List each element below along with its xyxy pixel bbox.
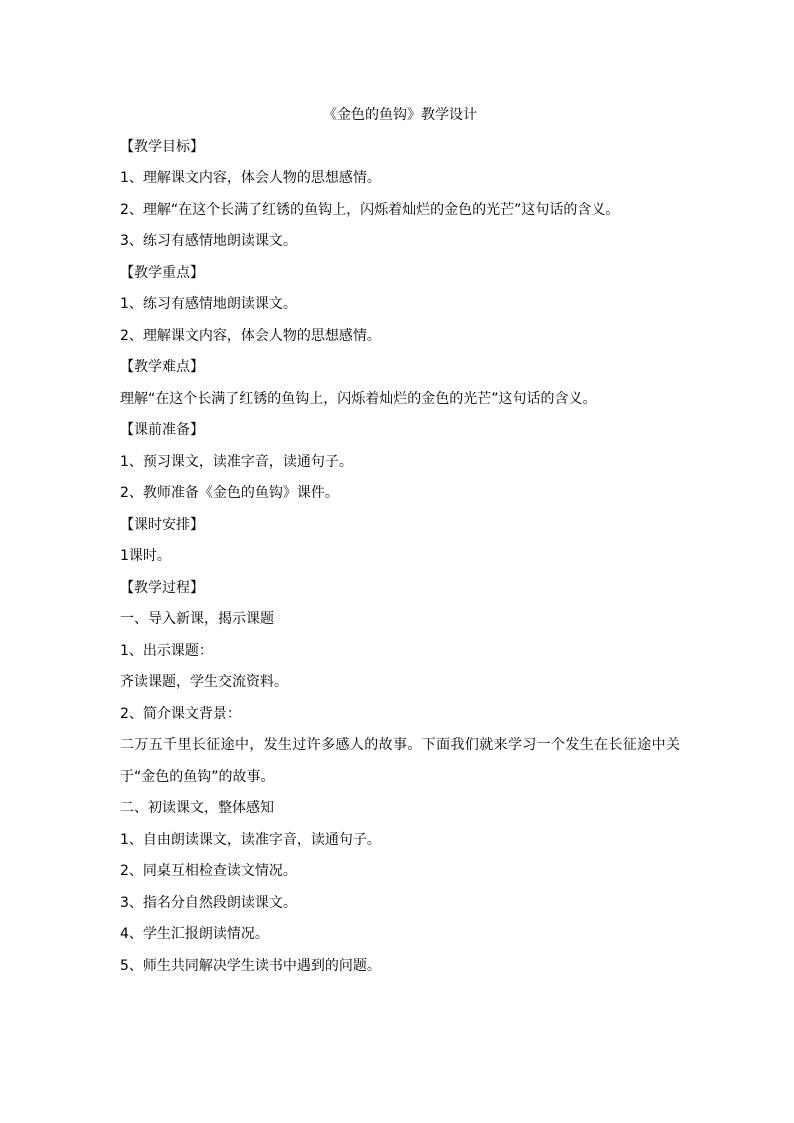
process-background-text: 二万五千里长征途中，发生过许多感人的故事。下面我们就来学习一个发生在长征途中关于“金色的鱼钩”的故事。	[120, 737, 680, 785]
document-title: 《金色的鱼钩》教学设计	[323, 107, 477, 123]
section-heading-schedule: 【课时安排】	[120, 516, 204, 533]
process-reading-step-3: 3、指名分自然段朗读课文。	[120, 894, 297, 911]
key-point-1: 1、练习有感情地朗读课文。	[120, 296, 297, 312]
difficulty-1: 理解“在这个长满了红锈的鱼钩上，闪烁着灿烂的金色的光芒”这句话的含义。	[120, 390, 597, 407]
section-heading-objectives: 【教学目标】	[120, 138, 204, 155]
process-step-read-title: 齐读课题，学生交流资料。	[120, 674, 288, 690]
objective-3: 3、练习有感情地朗读课文。	[120, 233, 297, 249]
process-part-1-heading: 一、导入新课，揭示课题	[120, 611, 274, 627]
process-step-show-title: 1、出示课题：	[120, 642, 213, 659]
section-heading-difficulties: 【教学难点】	[120, 359, 204, 375]
section-heading-key-points: 【教学重点】	[120, 264, 204, 281]
preparation-2: 2、教师准备《金色的鱼钩》课件。	[120, 485, 339, 501]
schedule-text: 1课时。	[120, 548, 171, 564]
process-step-background: 2、简介课文背景：	[120, 705, 241, 722]
process-reading-step-4: 4、学生汇报朗读情况。	[120, 926, 269, 942]
objective-2: 2、理解“在这个长满了红锈的鱼钩上，闪烁着灿烂的金色的光芒”这句话的含义。	[120, 201, 620, 218]
objective-1: 1、理解课文内容，体会人物的思想感情。	[120, 170, 381, 186]
section-heading-preparation: 【课前准备】	[120, 422, 204, 438]
process-reading-step-2: 2、同桌互相检查读文情况。	[120, 863, 297, 879]
section-heading-process: 【教学过程】	[120, 579, 204, 596]
document-body	[120, 100, 680, 982]
process-part-2-heading: 二、初读课文，整体感知	[120, 800, 274, 816]
preparation-1: 1、预习课文，读准字音，读通句子。	[120, 453, 353, 470]
process-reading-step-5: 5、师生共同解决学生读书中遇到的问题。	[120, 957, 381, 974]
key-point-2: 2、理解课文内容，体会人物的思想感情。	[120, 327, 381, 344]
process-reading-step-1: 1、自由朗读课文，读准字音，读通句子。	[120, 831, 381, 848]
